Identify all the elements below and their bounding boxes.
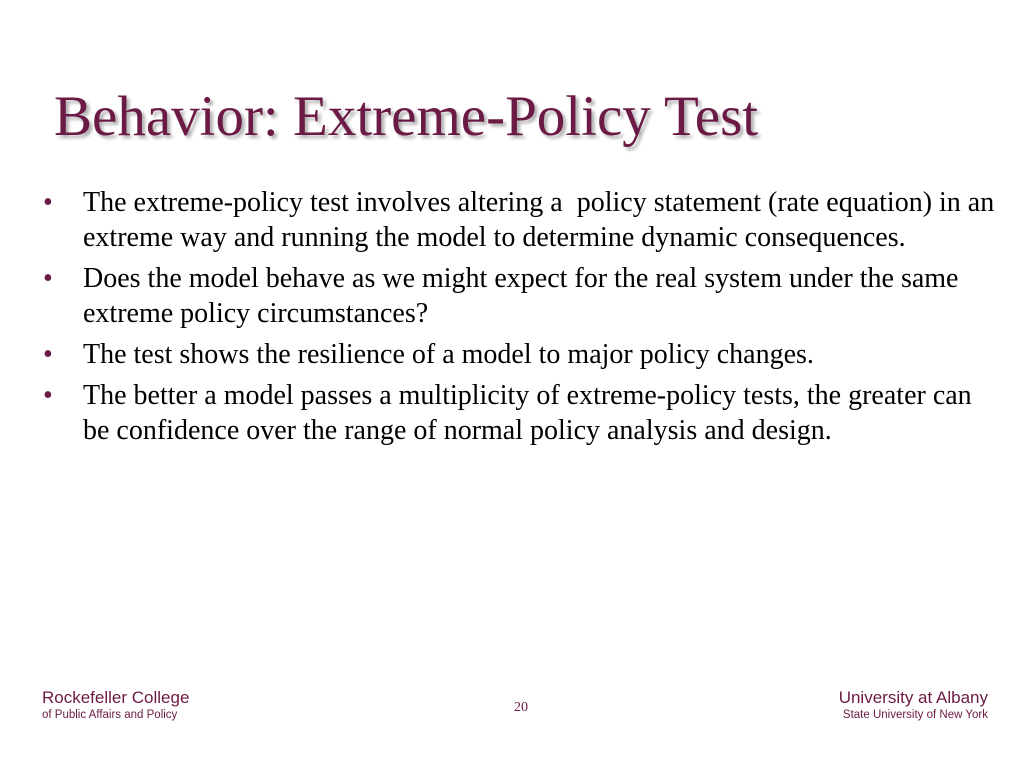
footer-university-name: University at Albany <box>838 688 988 707</box>
bullet-item <box>83 185 1002 255</box>
footer-college-subtitle: of Public Affairs and Policy <box>42 709 178 721</box>
bullet-marker-icon <box>43 185 53 220</box>
bullet-item <box>83 337 996 372</box>
footer-left-logo-text <box>42 688 189 722</box>
footer-university-subtitle: State University of New York <box>842 709 988 721</box>
bullet-item <box>83 378 996 448</box>
bullet-text: The extreme-policy test involves altering a policy statement (rate equation) in an extreme way and running the model to determine dynamic consequences. <box>83 187 1002 253</box>
bullet-text: The test shows the resilience of a model to major policy changes. <box>83 339 814 370</box>
page-number: 20 <box>514 700 528 715</box>
bullet-list <box>83 185 1002 448</box>
bullet-marker-icon <box>43 337 53 372</box>
bullet-marker-icon <box>43 261 53 296</box>
bullet-item <box>83 261 996 331</box>
footer-right-logo-text <box>839 688 988 722</box>
bullet-marker-icon <box>43 378 53 413</box>
bullet-text: Does the model behave as we might expect for the real system under the same extreme policy circumstances? <box>83 263 966 329</box>
footer-college-name: Rockefeller College <box>42 688 190 707</box>
bullet-text: The better a model passes a multiplicity of extreme-policy tests, the greater can be confidence over the range of normal policy analysis and design. <box>83 380 979 446</box>
slide-title: Behavior: Extreme-Policy Test <box>54 85 759 148</box>
